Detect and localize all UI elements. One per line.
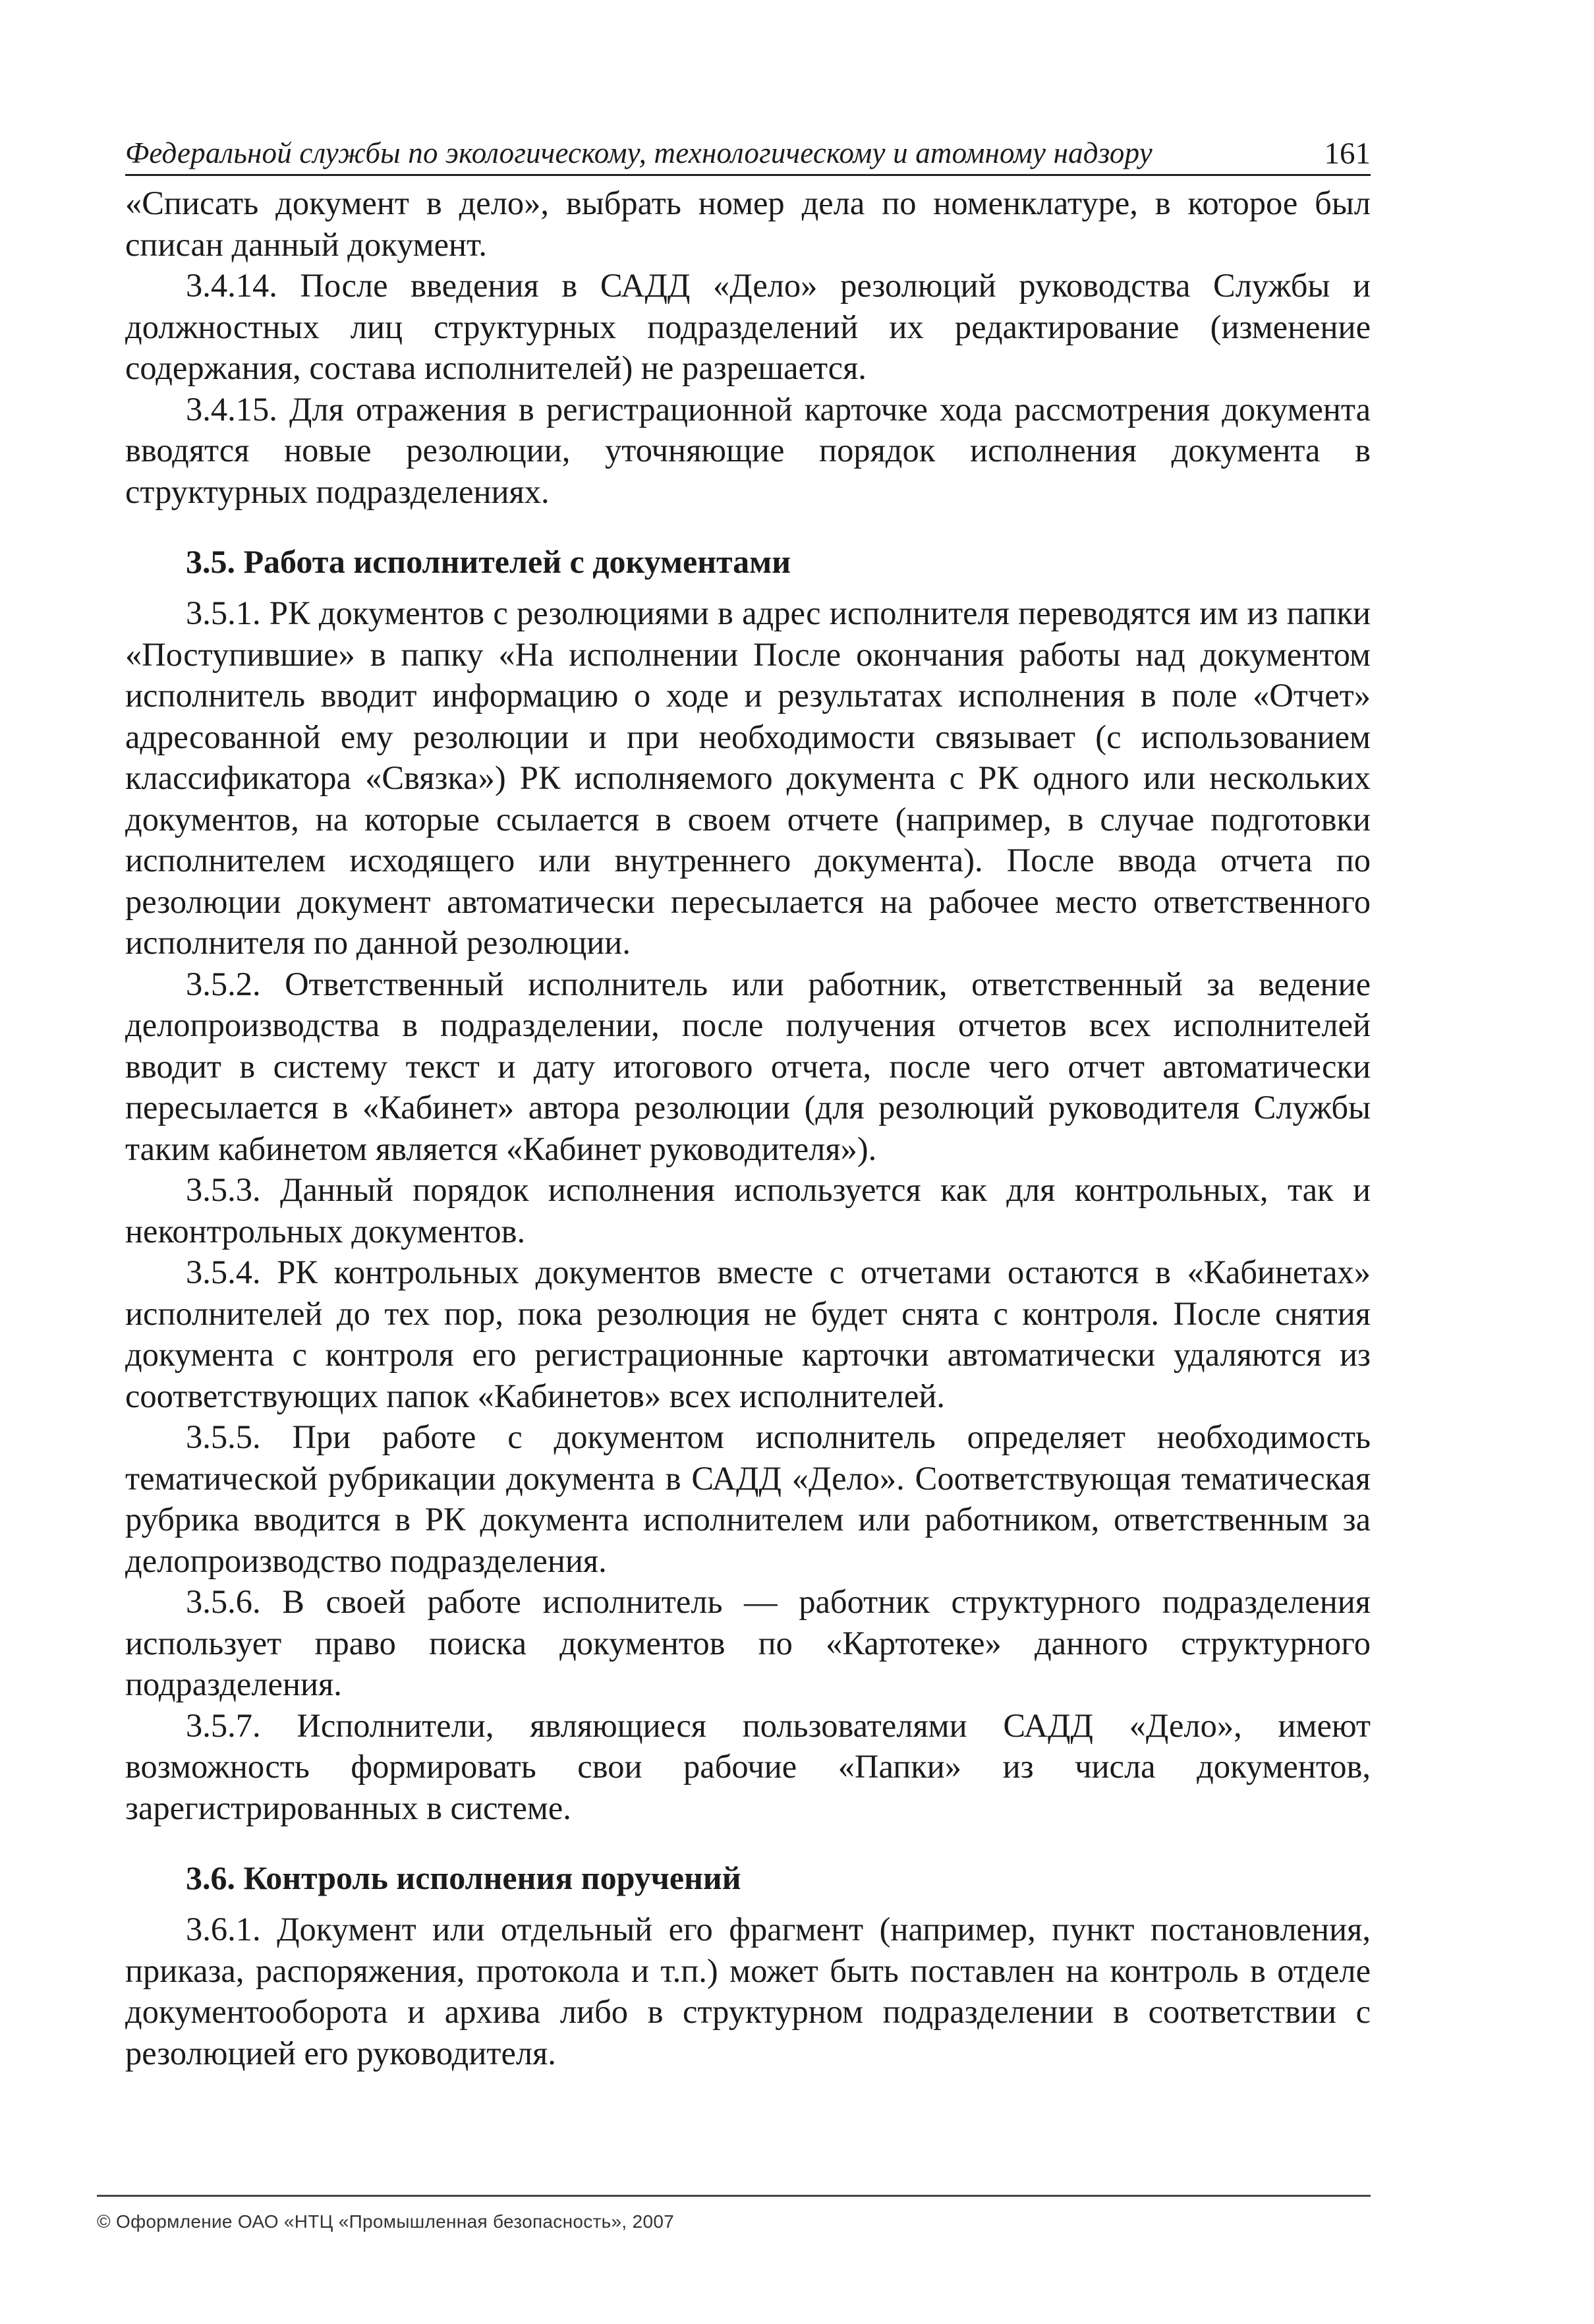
footer-copyright: © Оформление ОАО «НТЦ «Промышленная безопасность», 2007: [97, 2211, 675, 2232]
paragraph-3-5-5: 3.5.5. При работе с документом исполнитель определяет необходимость тематической рубрикации документа в САДД «Дело». Соответствующая тематическая рубрика вводится в РК документа исполнителем или работником, ответственным за делопроизводство подразделения.: [125, 1418, 1371, 1579]
paragraph-3-5-7: 3.5.7. Исполнители, являющиеся пользователями САДД «Дело», имеют возможность формировать свои рабочие «Папки» из числа документов, зарегистрированных в системе.: [125, 1706, 1371, 1826]
paragraph-3-6-1: 3.6.1. Документ или отдельный его фрагмент (например, пункт постановления, приказа, распоряжения, протокола и т.п.) может быть поставлен на контроль в отделе документооборота и архива либо в структурном подразделении в соответствии с резолюцией его руководителя.: [125, 1911, 1371, 2072]
paragraph-continuation: «Списать документ в дело», выбрать номер дела по номенклатуре, в которое был списан данный документ.: [125, 185, 1371, 263]
page-footer: [97, 2195, 1371, 2232]
running-header: [125, 132, 1371, 176]
paragraph-3-5-6: 3.5.6. В своей работе исполнитель — работник структурного подразделения использует право поиска документов по «Картотеке» данного структурного подразделения.: [125, 1583, 1371, 1702]
page-number: 161: [1324, 136, 1371, 171]
document-page: [125, 132, 1371, 2074]
paragraph-3-4-15: 3.4.15. Для отражения в регистрационной карточке хода рассмотрения документа вводятся новые резолюции, уточняющие порядок исполнения документа в структурных подразделениях.: [125, 390, 1371, 510]
paragraph-3-4-14: 3.4.14. После введения в САДД «Дело» резолюций руководства Службы и должностных лиц структурных подразделений их редактирование (изменение содержания, состава исполнителей) не разрешается.: [125, 267, 1371, 386]
header-title: Федеральной службы по экологическому, технологическому и атомному надзору: [125, 136, 1153, 169]
document-body: [125, 183, 1371, 2074]
paragraph-3-5-4: 3.5.4. РК контрольных документов вместе с отчетами остаются в «Кабинетах» исполнителей до тех пор, пока резолюция не будет снята с контроля. После снятия документа с контроля его регистрационные карточки автоматически удаляются из соответствующих папок «Кабинетов» всех исполнителей.: [125, 1254, 1371, 1414]
section-heading-3-6: 3.6. Контроль исполнения поручений: [186, 1859, 741, 1896]
section-heading-3-5: 3.5. Работа исполнителей с документами: [186, 543, 791, 580]
paragraph-3-5-1: 3.5.1. РК документов с резолюциями в адрес исполнителя переводятся им из папки «Поступившие» в папку «На исполнении После окончания работы над документом исполнитель вводит информацию о ходе и результатах исполнения в поле «Отчет» адресованной ему резолюции и при необходимости связывает (с использованием классификатора «Связка») РК исполняемого документа с РК одного или нескольких документов, на которые ссылается в своем отчете (например, в случае подготовки исполнителем исходящего или внутреннего документа). После ввода отчета по резолюции документ автоматически пересылается на рабочее место ответственного исполнителя по данной резолюции.: [125, 595, 1371, 961]
paragraph-3-5-2: 3.5.2. Ответственный исполнитель или работник, ответственный за ведение делопроизводства в подразделении, после получения отчетов всех исполнителей вводит в систему текст и дату итогового отчета, после чего отчет автоматически пересылается в «Кабинет» автора резолюции (для резолюций руководителя Службы таким кабинетом является «Кабинет руководителя»).: [125, 965, 1371, 1167]
paragraph-3-5-3: 3.5.3. Данный порядок исполнения используется как для контрольных, так и неконтрольных документов.: [125, 1171, 1371, 1250]
